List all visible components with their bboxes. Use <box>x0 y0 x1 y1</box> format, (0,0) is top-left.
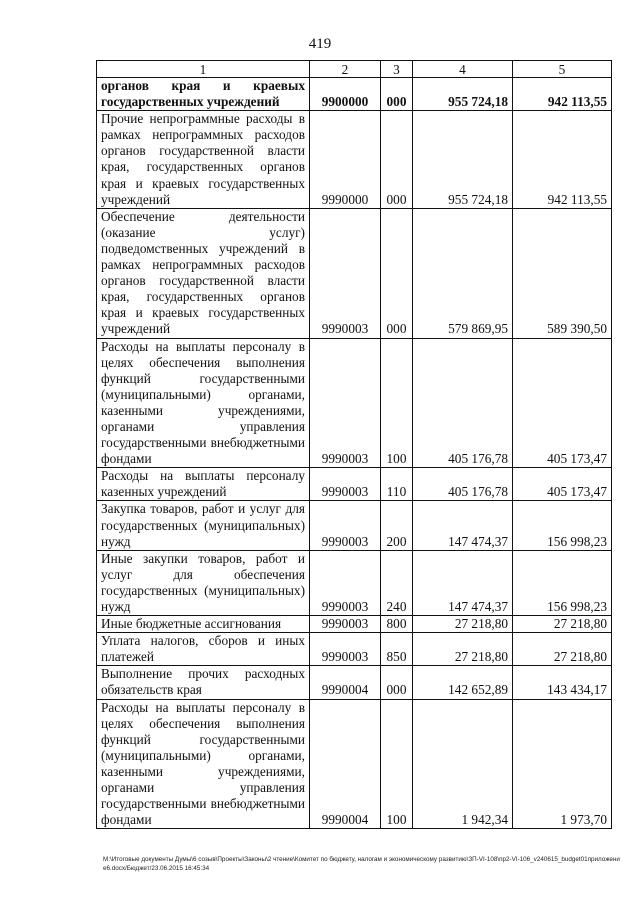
row-code: 9990003 <box>310 468 381 501</box>
table-row <box>97 78 612 111</box>
row-code: 9990003 <box>310 550 381 615</box>
row-name: Закупка товаров, работ и услуг для государственных (муниципальных) нужд <box>97 501 310 550</box>
row-value-col5: 156 998,23 <box>513 501 612 550</box>
row-name: Расходы на выплаты персоналу казенных учреждений <box>97 468 310 501</box>
row-value-col5: 405 173,47 <box>513 468 612 501</box>
row-name: Уплата налогов, сборов и иных платежей <box>97 633 310 666</box>
row-expense-type: 000 <box>381 78 413 111</box>
row-code: 9900000 <box>310 78 381 111</box>
row-value-col5: 27 218,80 <box>513 616 612 633</box>
header-col-4: 4 <box>413 61 513 78</box>
row-code: 9990003 <box>310 501 381 550</box>
row-value-col5: 156 998,23 <box>513 550 612 615</box>
table-row <box>97 468 612 501</box>
header-col-3: 3 <box>381 61 413 78</box>
table-row <box>97 699 612 829</box>
row-name: Прочие непрограммные расходы в рамках непрограммных расходов органов государственной власти края, государственных органов края и краевых государственных учреждений <box>97 111 310 209</box>
row-value-col4: 405 176,78 <box>413 468 513 501</box>
row-expense-type: 240 <box>381 550 413 615</box>
row-code: 9990003 <box>310 338 381 468</box>
table-row <box>97 501 612 550</box>
header-col-2: 2 <box>310 61 381 78</box>
row-code: 9990003 <box>310 633 381 666</box>
row-value-col5: 27 218,80 <box>513 633 612 666</box>
row-code: 9990004 <box>310 699 381 829</box>
table-row <box>97 338 612 468</box>
row-code: 9990003 <box>310 616 381 633</box>
row-value-col4: 579 869,95 <box>413 208 513 338</box>
row-expense-type: 000 <box>381 111 413 209</box>
header-col-5: 5 <box>513 61 612 78</box>
row-name: Обеспечение деятельности (оказание услуг) подведомственных учреждений в рамках непрограммных расходов органов государственной власти края, государственных органов края и краевых государственных учреждений <box>97 208 310 338</box>
row-value-col4: 1 942,34 <box>413 699 513 829</box>
row-value-col5: 1 973,70 <box>513 699 612 829</box>
row-code: 9990000 <box>310 111 381 209</box>
budget-table <box>96 60 612 829</box>
row-value-col4: 147 474,37 <box>413 550 513 615</box>
row-value-col5: 589 390,50 <box>513 208 612 338</box>
row-value-col4: 27 218,80 <box>413 616 513 633</box>
row-name: Иные закупки товаров, работ и услуг для обеспечения государственных (муниципальных) нужд <box>97 550 310 615</box>
row-value-col4: 147 474,37 <box>413 501 513 550</box>
table-header-row <box>97 61 612 78</box>
row-expense-type: 100 <box>381 338 413 468</box>
row-name: Иные бюджетные ассигнования <box>97 616 310 633</box>
row-code: 9990003 <box>310 208 381 338</box>
row-code: 9990004 <box>310 666 381 699</box>
table-row <box>97 633 612 666</box>
row-name: органов края и краевых государственных учреждений <box>97 78 310 111</box>
row-value-col4: 955 724,18 <box>413 78 513 111</box>
row-expense-type: 200 <box>381 501 413 550</box>
row-name: Выполнение прочих расходных обязательств края <box>97 666 310 699</box>
row-value-col5: 942 113,55 <box>513 78 612 111</box>
row-value-col4: 955 724,18 <box>413 111 513 209</box>
row-expense-type: 800 <box>381 616 413 633</box>
file-path-footer: M:\Итоговые документы Думы\6 созыв\Проекты\Законы\2 чтение\Комитет по бюджету, налогам и экономическому развитию\ЗП-VI-108\пр2-VI-106_v240615_budget01приложение6.docx/Бюджет/23.06.2015 16:45:34 <box>103 856 620 872</box>
table-row <box>97 666 612 699</box>
table-row <box>97 111 612 209</box>
table-row <box>97 208 612 338</box>
row-name: Расходы на выплаты персоналу в целях обеспечения выполнения функций государственными (муниципальными) органами, казенными учреждениями, органами управления государственными внебюджетными фондами <box>97 699 310 829</box>
row-name: Расходы на выплаты персоналу в целях обеспечения выполнения функций государственными (муниципальными) органами, казенными учреждениями, органами управления государственными внебюджетными фондами <box>97 338 310 468</box>
row-expense-type: 100 <box>381 699 413 829</box>
table-row <box>97 550 612 615</box>
row-expense-type: 110 <box>381 468 413 501</box>
row-expense-type: 000 <box>381 666 413 699</box>
row-value-col5: 942 113,55 <box>513 111 612 209</box>
row-value-col4: 142 652,89 <box>413 666 513 699</box>
row-expense-type: 000 <box>381 208 413 338</box>
row-expense-type: 850 <box>381 633 413 666</box>
row-value-col5: 143 434,17 <box>513 666 612 699</box>
page-number: 419 <box>308 36 332 52</box>
header-col-1: 1 <box>97 61 310 78</box>
row-value-col5: 405 173,47 <box>513 338 612 468</box>
row-value-col4: 27 218,80 <box>413 633 513 666</box>
row-value-col4: 405 176,78 <box>413 338 513 468</box>
table-row <box>97 616 612 633</box>
